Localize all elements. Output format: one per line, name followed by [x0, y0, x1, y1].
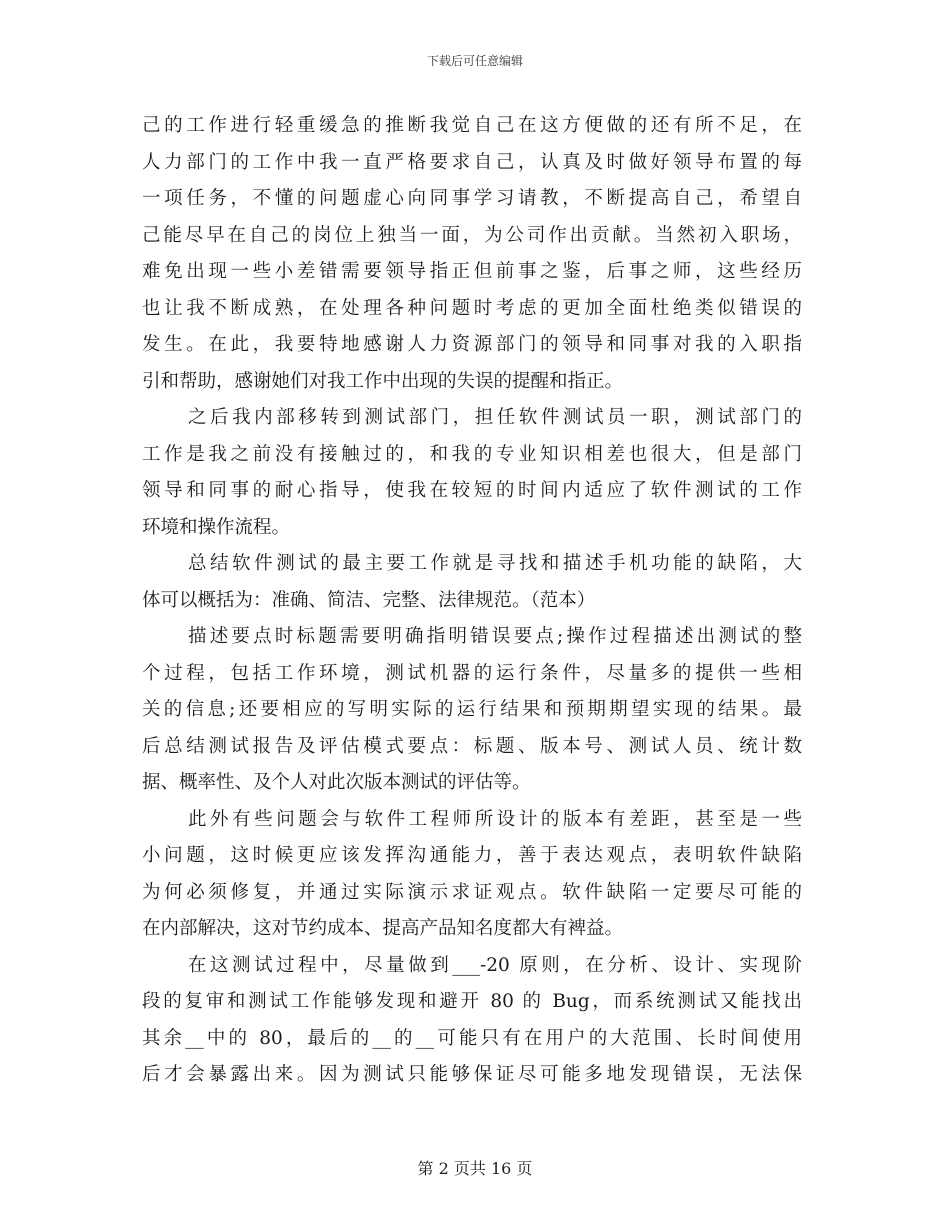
text-line: 个过程，包括工作环境，测试机器的运行条件，尽量多的提供一些相	[142, 662, 802, 684]
text-line: 一项任务，不懂的问题虚心向同事学习请教，不断提高自己，希望自	[142, 188, 802, 209]
text-line: 环境和操作流程。	[142, 516, 291, 538]
text-line: 后总结测试报告及评估模式要点：标题、版本号、测试人员、统计数	[142, 735, 802, 757]
text-line: 后才会暴露出来。因为测试只能够保证尽可能多地发现错误，无法保	[142, 1064, 802, 1085]
text-line: 也让我不断成熟，在处理各种问题时考虑的更加全面杜绝类似错误的	[142, 297, 802, 319]
text-line: 领导和同事的耐心指导，使我在较短的时间内适应了软件测试的工作	[142, 480, 802, 501]
text-line: 为何必须修复，并通过实际演示求证观点。软件缺陷一定要尽可能的	[142, 881, 802, 903]
text-line: 在这测试过程中，尽量做到___-20 原则，在分析、设计、实现阶	[188, 954, 802, 976]
page-header-note: 下载后可任意编辑	[426, 54, 523, 68]
text-line: 描述要点时标题需要明确指明错误要点;操作过程描述出测试的整	[188, 626, 802, 647]
text-line: 人力部门的工作中我一直严格要求自己，认真及时做好领导布置的每	[142, 151, 802, 173]
text-line: 难免出现一些小差错需要领导指正但前事之鉴，后事之师，这些经历	[142, 261, 802, 282]
text-line: 己能尽早在自己的岗位上独当一面，为公司作出贡献。当然初入职场，	[142, 224, 802, 246]
text-line: 在内部解决，这对节约成本、提高产品知名度都大有裨益。	[142, 918, 624, 939]
text-line: 据、概率性、及个人对此次版本测试的评估等。	[142, 772, 531, 793]
document-body	[142, 108, 802, 1094]
text-line: 引和帮助，感谢她们对我工作中出现的失误的提醒和指正。	[142, 370, 624, 392]
text-line: 总结软件测试的最主要工作就是寻找和描述手机功能的缺陷，大	[188, 553, 802, 574]
text-line: 小问题，这时候更应该发挥沟通能力，善于表达观点，表明软件缺陷	[142, 845, 802, 866]
text-line: 其余__中的 80，最后的__的__可能只有在用户的大范围、长时间使用	[142, 1027, 802, 1049]
page-number-footer: 第 2 页共 16 页	[417, 1159, 533, 1178]
text-line: 体可以概括为：准确、简洁、完整、法律规范。（范本）	[142, 589, 596, 611]
text-line: 之后我内部移转到测试部门，担任软件测试员一职，测试部门的	[188, 407, 802, 428]
text-line: 工作是我之前没有接触过的，和我的专业知识相差也很大，但是部门	[142, 443, 802, 465]
text-line: 关的信息;还要相应的写明实际的运行结果和预期期望实现的结果。最	[142, 699, 802, 720]
text-line: 己的工作进行轻重缓急的推断我觉自己在这方便做的还有所不足，在	[142, 115, 802, 136]
text-line: 段的复审和测试工作能够发现和避开 80 的 Bug，而系统测试又能找出	[142, 991, 802, 1012]
text-line: 此外有些问题会与软件工程师所设计的版本有差距，甚至是一些	[188, 808, 802, 830]
text-line: 发生。在此，我要特地感谢人力资源部门的领导和同事对我的入职指	[142, 334, 802, 355]
